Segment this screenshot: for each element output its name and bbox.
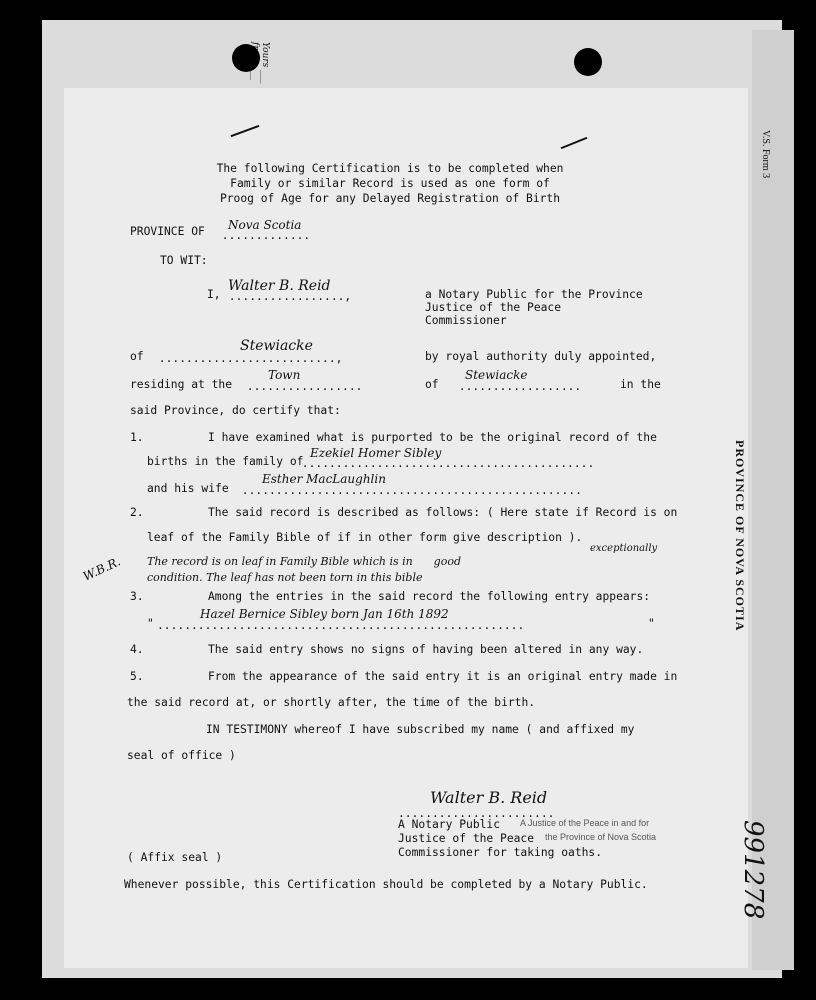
item-2-text-1: The said record is described as follows: ( Here state if Record is on <box>208 506 678 519</box>
punch-hole-right <box>574 48 602 76</box>
to-wit-label: TO WIT: <box>160 254 208 267</box>
item-5-text-2: the said record at, or shortly after, the time of the birth. <box>127 696 536 709</box>
province-label: PROVINCE OF <box>130 225 205 238</box>
item-5-number: 5. <box>130 670 144 683</box>
header-line-1: The following Certification is to be completed when <box>216 162 564 175</box>
of-suffix: by royal authority duly appointed, <box>425 350 657 363</box>
signature-dots: ....................... <box>398 807 555 820</box>
of-value: Stewiacke <box>240 338 313 354</box>
residing-value-1: Town <box>268 368 301 382</box>
margin-handwriting: Yours ___ ___ <box>250 42 270 84</box>
province-dots: ............. <box>215 229 311 242</box>
record-description-1: The record is on leaf in Family Bible which is in good <box>147 555 462 568</box>
births-label: births in the family of <box>147 455 304 468</box>
residing-suffix: in the <box>620 378 661 391</box>
of-label: of <box>130 350 144 363</box>
item-4-text: The said entry shows no signs of having been altered in any way. <box>208 643 644 656</box>
record-insert: exceptionally <box>590 543 658 554</box>
certify-line: said Province, do certify that: <box>130 404 341 417</box>
residing-value-2: Stewiacke <box>465 368 528 382</box>
residing-dots-2: .................. <box>452 380 582 393</box>
residing-label: residing at the <box>130 378 233 391</box>
punch-hole-left <box>232 44 260 72</box>
item-2-number: 2. <box>130 506 144 519</box>
form-number: V.S. Form 3 <box>760 130 771 179</box>
stamp-line-2: the Province of Nova Scotia <box>545 832 657 842</box>
testimony-line-2: seal of office ) <box>127 749 236 762</box>
item-3-number: 3. <box>130 590 144 603</box>
item-1-number: 1. <box>130 431 144 444</box>
registration-number: 991278 <box>738 820 768 920</box>
entry-close-quote: " <box>648 617 655 630</box>
intro-dots: ................., <box>222 290 352 303</box>
intro-prefix: I, <box>207 288 221 301</box>
item-3-text: Among the entries in the said record the following entry appears: <box>208 590 651 603</box>
notary-signature: Walter B. Reid <box>430 788 548 807</box>
entry-open-quote: " <box>147 617 154 630</box>
stamp-line-1: A Justice of the Peace in and for <box>520 818 650 828</box>
wife-value: Esther MacLaughlin <box>262 472 386 486</box>
births-dots: ........................................... <box>295 457 595 470</box>
testimony-line-1: IN TESTIMONY whereof I have subscribed my name ( and affixed my <box>206 723 635 736</box>
role-justice-of-peace: Justice of the Peace <box>398 832 535 845</box>
notary-roles: a Notary Public for the Province Justice of the Peace Commissioner <box>425 288 643 327</box>
header-line-3: Proog of Age for any Delayed Registration of Birth <box>219 192 561 205</box>
residing-of: of <box>425 378 439 391</box>
margin-initials: W.B.R. <box>80 554 123 584</box>
item-2-text-2: leaf of the Family Bible of if in other form give description ). <box>147 531 583 544</box>
province-vertical-label: PROVINCE OF NOVA SCOTIA <box>733 440 747 632</box>
role-notary-public: A Notary Public <box>398 818 501 831</box>
wife-dots: .................................................. <box>235 484 582 497</box>
notary-name: Walter B. Reid <box>228 278 331 294</box>
role-commissioner: Commissioner for taking oaths. <box>398 846 603 859</box>
affix-seal: ( Affix seal ) <box>127 851 223 864</box>
wife-label: and his wife <box>147 482 229 495</box>
province-value: Nova Scotia <box>228 218 302 232</box>
entry-value: Hazel Bernice Sibley born Jan 16th 1892 <box>200 607 449 621</box>
record-description-2: condition. The leaf has not been torn in this bible <box>147 571 423 584</box>
entry-dots: ...................................................... <box>157 619 525 632</box>
item-1-text: I have examined what is purported to be the original record of the <box>208 431 657 444</box>
footer-note: Whenever possible, this Certification should be completed by a Notary Public. <box>124 878 648 891</box>
of-dots: .........................., <box>152 352 343 365</box>
births-value: Ezekiel Homer Sibley <box>310 446 442 460</box>
header-line-2: Family or similar Record is used as one form of <box>230 177 550 190</box>
item-4-number: 4. <box>130 643 144 656</box>
item-5-text-1: From the appearance of the said entry it is an original entry made in <box>208 670 678 683</box>
residing-dots-1: ................. <box>240 380 363 393</box>
